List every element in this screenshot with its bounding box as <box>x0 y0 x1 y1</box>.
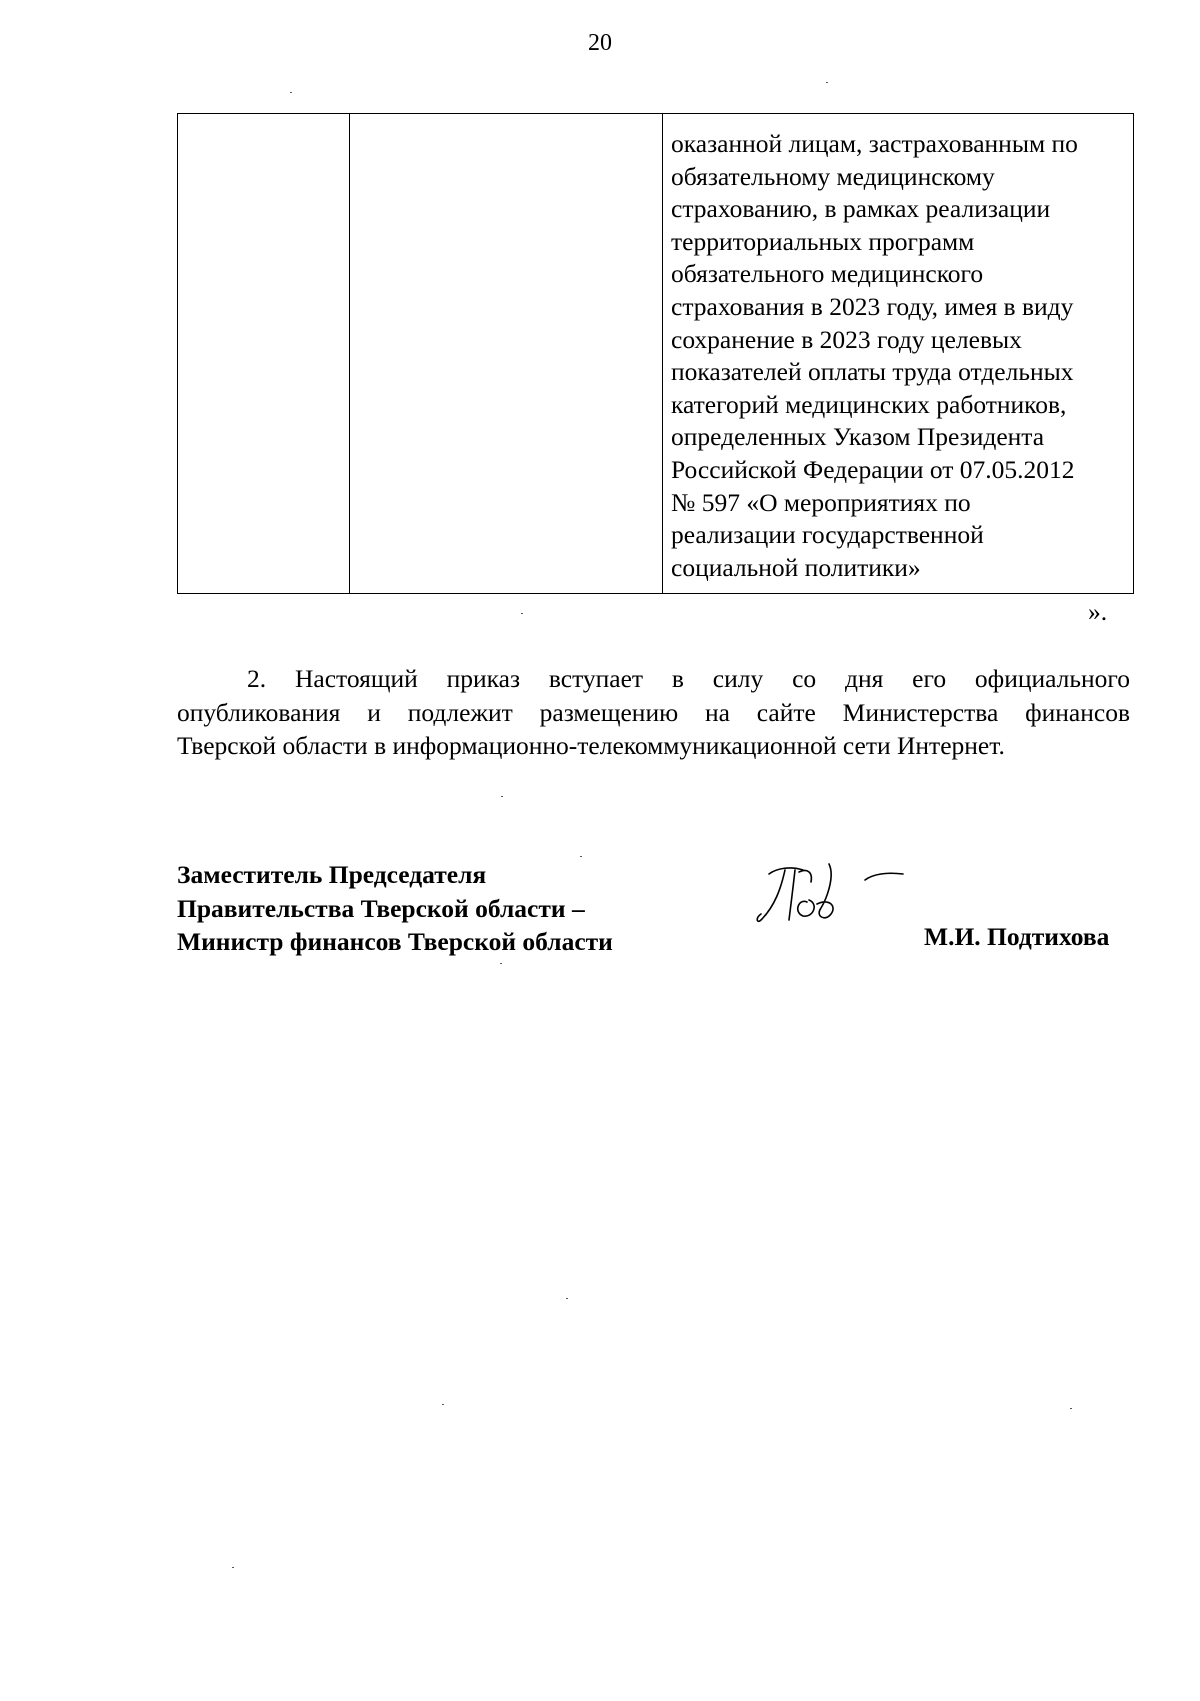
cell-line: Российской Федерации от 07.05.2012 <box>671 454 1075 484</box>
closing-quote: ». <box>1088 597 1108 626</box>
signatory-name: М.И. Подтихова <box>924 922 1110 951</box>
table-cell-text <box>663 114 1134 594</box>
signatory-title-line: Правительства Тверской области – <box>177 893 585 923</box>
signatory-title-line: Заместитель Председателя <box>177 860 487 889</box>
cell-text-block <box>663 114 1133 584</box>
paragraph-line: 2. Настоящий приказ вступает в силу со дня его официального <box>247 664 1130 693</box>
table-cell-empty-1 <box>178 114 350 594</box>
paragraph-line: опубликования и подлежит размещению на сайте Министерства финансов <box>177 697 1130 727</box>
cell-line: обязательного медицинского <box>671 259 984 289</box>
cell-line: обязательному медицинскому <box>671 161 995 191</box>
cell-line: показателей оплаты труда отдельных <box>671 357 1074 387</box>
scan-speck <box>826 82 828 83</box>
cell-line: территориальных программ <box>671 226 975 256</box>
scan-speck <box>290 92 292 93</box>
cell-line: социальной политики» <box>671 552 921 582</box>
continued-table <box>177 113 1134 594</box>
cell-line: страхованию, в рамках реализации <box>671 194 1051 224</box>
cell-line: категорий медицинских работников, <box>671 389 1067 419</box>
cell-line: оказанной лицам, застрахованным по <box>671 129 1078 158</box>
cell-line: определенных Указом Президента <box>671 422 1045 452</box>
scan-speck <box>500 963 502 964</box>
scan-speck <box>566 1298 568 1299</box>
scan-speck <box>1070 1408 1072 1409</box>
signatory-title <box>177 858 613 959</box>
signatory-title-line: Министр финансов Тверской области <box>177 927 613 956</box>
scan-speck <box>442 1404 444 1405</box>
handwritten-signature <box>755 858 915 928</box>
table-row <box>178 114 1134 594</box>
scan-speck <box>580 856 582 857</box>
table-cell-empty-2 <box>350 114 663 594</box>
scan-speck <box>501 796 503 797</box>
cell-line: сохранение в 2023 году целевых <box>671 324 1022 354</box>
page-number: 20 <box>588 30 612 56</box>
paragraph-line: Тверской области в информационно-телекоммуникационной сети Интернет. <box>177 731 1005 760</box>
paragraph-2 <box>177 662 1130 763</box>
scan-speck <box>232 1567 234 1568</box>
cell-line: № 597 «О мероприятиях по <box>671 487 971 517</box>
cell-line: страхования в 2023 году, имея в виду <box>671 291 1074 321</box>
scan-speck <box>521 613 523 614</box>
cell-line: реализации государственной <box>671 520 984 550</box>
